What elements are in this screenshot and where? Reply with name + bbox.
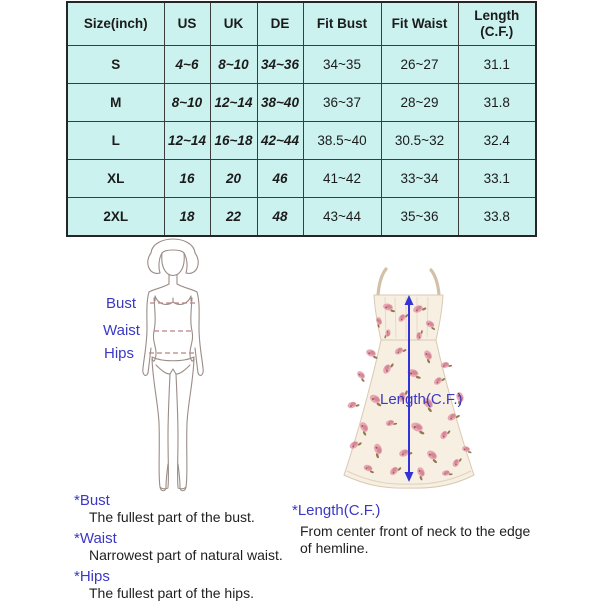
us-cell: 12~14 <box>164 122 210 160</box>
fit-waist-cell: 33~34 <box>381 160 458 198</box>
left-leg-outer <box>152 359 168 491</box>
hair-inner <box>159 253 187 273</box>
length-definition-desc-line1: From center front of neck to the edge <box>300 523 531 539</box>
waist-definition-desc: Narrowest part of natural waist. <box>89 547 283 563</box>
us-cell: 16 <box>164 160 210 198</box>
uk-cell: 16~18 <box>210 122 257 160</box>
fit-waist-cell: 30.5~32 <box>381 122 458 160</box>
fit-bust-cell: 41~42 <box>303 160 381 198</box>
hips-definition-desc: The fullest part of the hips. <box>89 585 254 601</box>
length-definition <box>292 502 560 557</box>
left-arm <box>143 292 151 375</box>
uk-cell: 12~14 <box>210 84 257 122</box>
right-leg-outer <box>178 359 194 491</box>
hips-label: Hips <box>104 345 135 362</box>
length-definition-term: *Length(C.F.) <box>292 502 381 519</box>
table-row <box>67 84 536 122</box>
table-header-row <box>67 2 536 46</box>
column-header-length: Length (C.F.) <box>458 2 536 46</box>
left-leg-inner <box>168 374 170 487</box>
de-cell: 38~40 <box>257 84 303 122</box>
column-header-fit-bust: Fit Bust <box>303 2 381 46</box>
dress-length-label: Length(C.F.) <box>380 391 463 408</box>
size-chart-table <box>66 1 537 237</box>
us-cell: 4~6 <box>164 46 210 84</box>
bust-definition-term: *Bust <box>74 492 110 509</box>
bust-definition <box>74 492 309 526</box>
hips-definition-term: *Hips <box>74 568 110 585</box>
uk-cell: 22 <box>210 198 257 237</box>
bust-definition-desc: The fullest part of the bust. <box>89 509 255 525</box>
fit-waist-cell: 26~27 <box>381 46 458 84</box>
uk-cell: 20 <box>210 160 257 198</box>
fit-bust-cell: 36~37 <box>303 84 381 122</box>
size-cell: 2XL <box>67 198 164 237</box>
table-row <box>67 122 536 160</box>
face-outline <box>162 250 185 276</box>
measurement-definitions <box>74 492 309 602</box>
uk-cell: 8~10 <box>210 46 257 84</box>
column-header-us: US <box>164 2 210 46</box>
fit-waist-cell: 28~29 <box>381 84 458 122</box>
neck-lines <box>169 275 177 284</box>
length-definition-desc-line2: of hemline. <box>300 540 369 556</box>
hair-outline <box>148 239 198 273</box>
hips-definition <box>74 568 309 602</box>
torso-right <box>190 298 194 361</box>
fit-bust-cell: 43~44 <box>303 198 381 237</box>
length-cell: 33.1 <box>458 160 536 198</box>
size-cell: L <box>67 122 164 160</box>
us-cell: 18 <box>164 198 210 237</box>
bust-label: Bust <box>106 295 137 312</box>
table-row <box>67 46 536 84</box>
column-header-size: Size(inch) <box>67 2 164 46</box>
waist-definition-term: *Waist <box>74 530 117 547</box>
column-header-de: DE <box>257 2 303 46</box>
panty-bottom <box>156 365 190 374</box>
size-cell: M <box>67 84 164 122</box>
panty-top <box>152 357 194 361</box>
body-figure-illustration <box>118 238 230 494</box>
size-cell: S <box>67 46 164 84</box>
de-cell: 46 <box>257 160 303 198</box>
waist-definition <box>74 530 309 564</box>
table-row <box>67 198 536 237</box>
right-arm <box>195 292 203 375</box>
shoulder-lines <box>149 284 197 292</box>
length-cell: 32.4 <box>458 122 536 160</box>
feet <box>160 487 186 489</box>
fit-bust-cell: 38.5~40 <box>303 122 381 160</box>
right-leg-inner <box>176 374 178 487</box>
length-cell: 31.8 <box>458 84 536 122</box>
de-cell: 34~36 <box>257 46 303 84</box>
us-cell: 8~10 <box>164 84 210 122</box>
torso-left <box>152 298 156 361</box>
de-cell: 42~44 <box>257 122 303 160</box>
length-cell: 33.8 <box>458 198 536 237</box>
column-header-uk: UK <box>210 2 257 46</box>
waist-label: Waist <box>103 322 140 339</box>
fit-waist-cell: 35~36 <box>381 198 458 237</box>
size-cell: XL <box>67 160 164 198</box>
bra-edges <box>155 296 191 302</box>
fit-bust-cell: 34~35 <box>303 46 381 84</box>
length-cell: 31.1 <box>458 46 536 84</box>
table-row <box>67 160 536 198</box>
dress-illustration <box>333 257 485 489</box>
column-header-fit-waist: Fit Waist <box>381 2 458 46</box>
dress-straps <box>378 269 439 295</box>
de-cell: 48 <box>257 198 303 237</box>
